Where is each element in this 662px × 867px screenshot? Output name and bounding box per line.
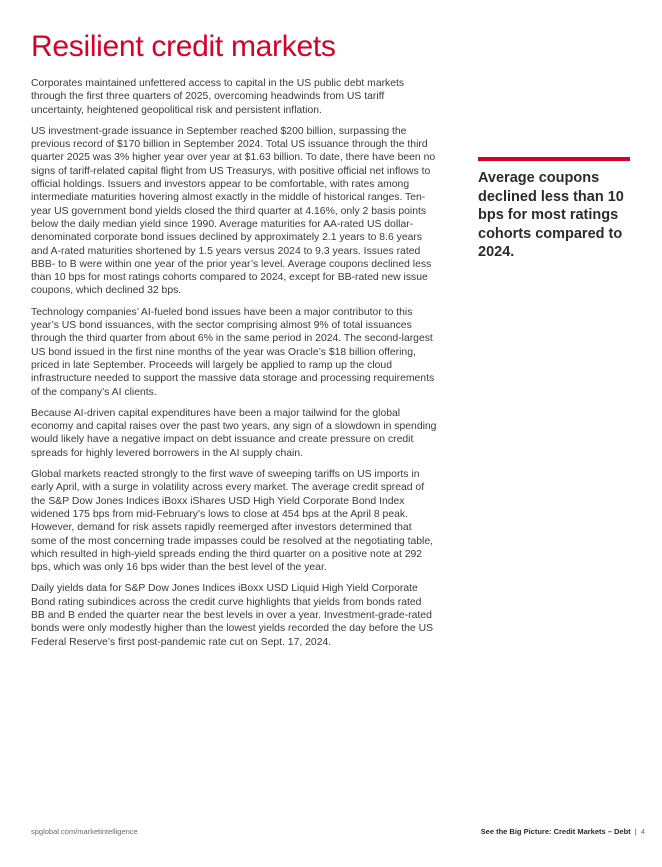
- footer-separator: |: [634, 827, 637, 836]
- paragraph: Because AI-driven capital expenditures have been a major tailwind for the global economy and capital raises over the past two years, any sign of a slowdown in spending would likely have a negative impact on debt issuance and create pressure on credit spreads for highly levered borrowers in the AI supply chain.: [31, 407, 437, 459]
- page-title: Resilient credit markets: [31, 30, 336, 63]
- pull-quote-text: Average coupons declined less than 10 bps for most ratings cohorts compared to 2024.: [478, 170, 624, 260]
- paragraph: Daily yields data for S&P Dow Jones Indices iBoxx USD Liquid High Yield Corporate Bond rating subindices across the credit curve highlights that yields from bonds rated BB and B ended the quarter near the best levels in over a year. Investment-grade-rated bonds were only modestly higher than the lowest yields recorded the day before the US Federal Reserve’s first post-pandemic rate cut on Sept. 17, 2024.: [31, 583, 434, 648]
- paragraph: Technology companies’ AI-fueled bond issues have been a major contributor to this year’s US bond issuances, with the sector comprising almost 9% of total issuances through the third quarter from about 6% in the same period in 2024. The second-largest US bond issued in the first nine months of the year was Oracle’s $18 billion offering, priced in late September. Proceeds will largely be applied to ramp up the cloud infrastructure needed to support the massive data storage and processing requirements of the company’s AI clients.: [31, 306, 435, 398]
- footer-url[interactable]: spglobal.com/marketintelligence: [31, 827, 138, 836]
- paragraph: Corporates maintained unfettered access to capital in the US public debt markets through the first three quarters of 2025, overcoming headwinds from US tariff uncertainty, heightened geopolitical risk and persistent inflation.: [31, 78, 405, 116]
- footer-page-info: [481, 827, 645, 836]
- page-number: 4: [640, 827, 645, 836]
- pull-quote: [478, 157, 630, 262]
- paragraph: US investment-grade issuance in September reached $200 billion, surpassing the previous record of $170 billion in September 2024. Total US issuance through the third quarter 2025 was 3% higher year over year at $1.63 billion. To date, there have been no signs of tariff-related capital flight from US Treasurys, with positive official net inflows to official holdings. Issuers and investors appear to be comfortable, with rates among intermediate maturities hovering almost exactly in the middle of historical ranges. Ten-year US government bond yields closed the third quarter at 4.16%, only 2 basis points below the daily median yield since 1990. Average maturities for AA-rated US dollar-denominated corporate bond issues declined by approximately 2.1 years to 8.6 years and A-rated maturities shortened by 1.5 years versus 2024 to 9.3 years. Issues rated BBB- to B were within one year of the prior year’s level. Average coupons declined less than 10 bps for most ratings cohorts compared to 2024, except for BB-rated new issue coupons, which declined 32 bps.: [31, 125, 436, 297]
- footer-doc-title: See the Big Picture: Credit Markets – Debt: [480, 827, 631, 836]
- body-text: [31, 77, 437, 657]
- paragraph: Global markets reacted strongly to the first wave of sweeping tariffs on US imports in early April, with a surge in volatility across every market. The average credit spread of the S&P Dow Jones Indices iBoxx iShares USD High Yield Corporate Bond Index widened 175 bps from mid-February’s lows to close at 454 bps at the April 8 peak. However, demand for risk assets rapidly reemerged after investors determined that some of the most concerning trade impasses could be resolved at the negotiating table, which resulted in high-yield spreads ending the third quarter on a positive note at 292 bps, which was only 16 bps wider than the best level of the year.: [31, 469, 434, 574]
